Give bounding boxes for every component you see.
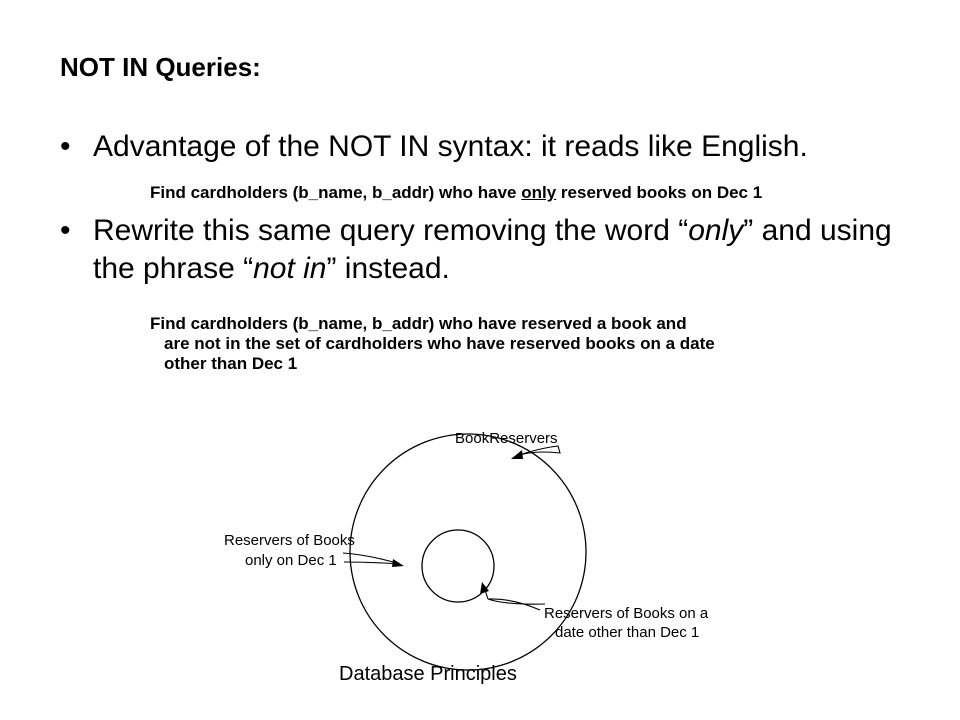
bullet-symbol: • [60, 214, 71, 247]
arrowhead-bookreservers [511, 450, 523, 459]
footer-course-title: Database Principles [339, 663, 517, 685]
bullet-rewrite-part1: Rewrite this same query removing the word “ [93, 214, 689, 247]
query-not-in-line3: other than Dec 1 [164, 354, 298, 373]
bullet-advantage-text: Advantage of the NOT IN syntax: it reads like English. [93, 130, 808, 163]
arrowhead-dec1-only [392, 559, 404, 567]
bullet-rewrite-italic-not-in: not in [253, 252, 327, 285]
label-bookreservers: BookReservers [455, 430, 558, 447]
arrowhead-other-date [480, 582, 489, 594]
label-other-date-line1: Reservers of Books on a [544, 605, 709, 622]
slide-title: NOT IN Queries: [60, 52, 261, 82]
outer-circle-bookreservers [350, 434, 586, 670]
pointer-other-date [488, 599, 545, 610]
label-dec1-only-line2: only on Dec 1 [245, 552, 337, 569]
query-not-in-line1: Find cardholders (b_name, b_addr) who have reserved a book and [150, 314, 687, 333]
query-only-after: reserved books on Dec 1 [556, 183, 763, 202]
bullet-rewrite-part3: ” instead. [326, 252, 450, 285]
label-dec1-only-line1: Reservers of Books [224, 532, 355, 549]
query-only-before: Find cardholders (b_name, b_addr) who have [150, 183, 522, 202]
bullet-symbol: • [60, 130, 71, 163]
label-other-date-line2: date other than Dec 1 [555, 624, 700, 641]
bullet-rewrite-italic-only: only [688, 214, 744, 247]
pointer-dec1-only [343, 553, 400, 564]
bullet-rewrite-part2: ” and using the phrase “ [93, 214, 892, 285]
query-not-in-line2: are not in the set of cardholders who have reserved books on a date [164, 334, 715, 353]
query-only-underlined-word: only [521, 183, 557, 202]
